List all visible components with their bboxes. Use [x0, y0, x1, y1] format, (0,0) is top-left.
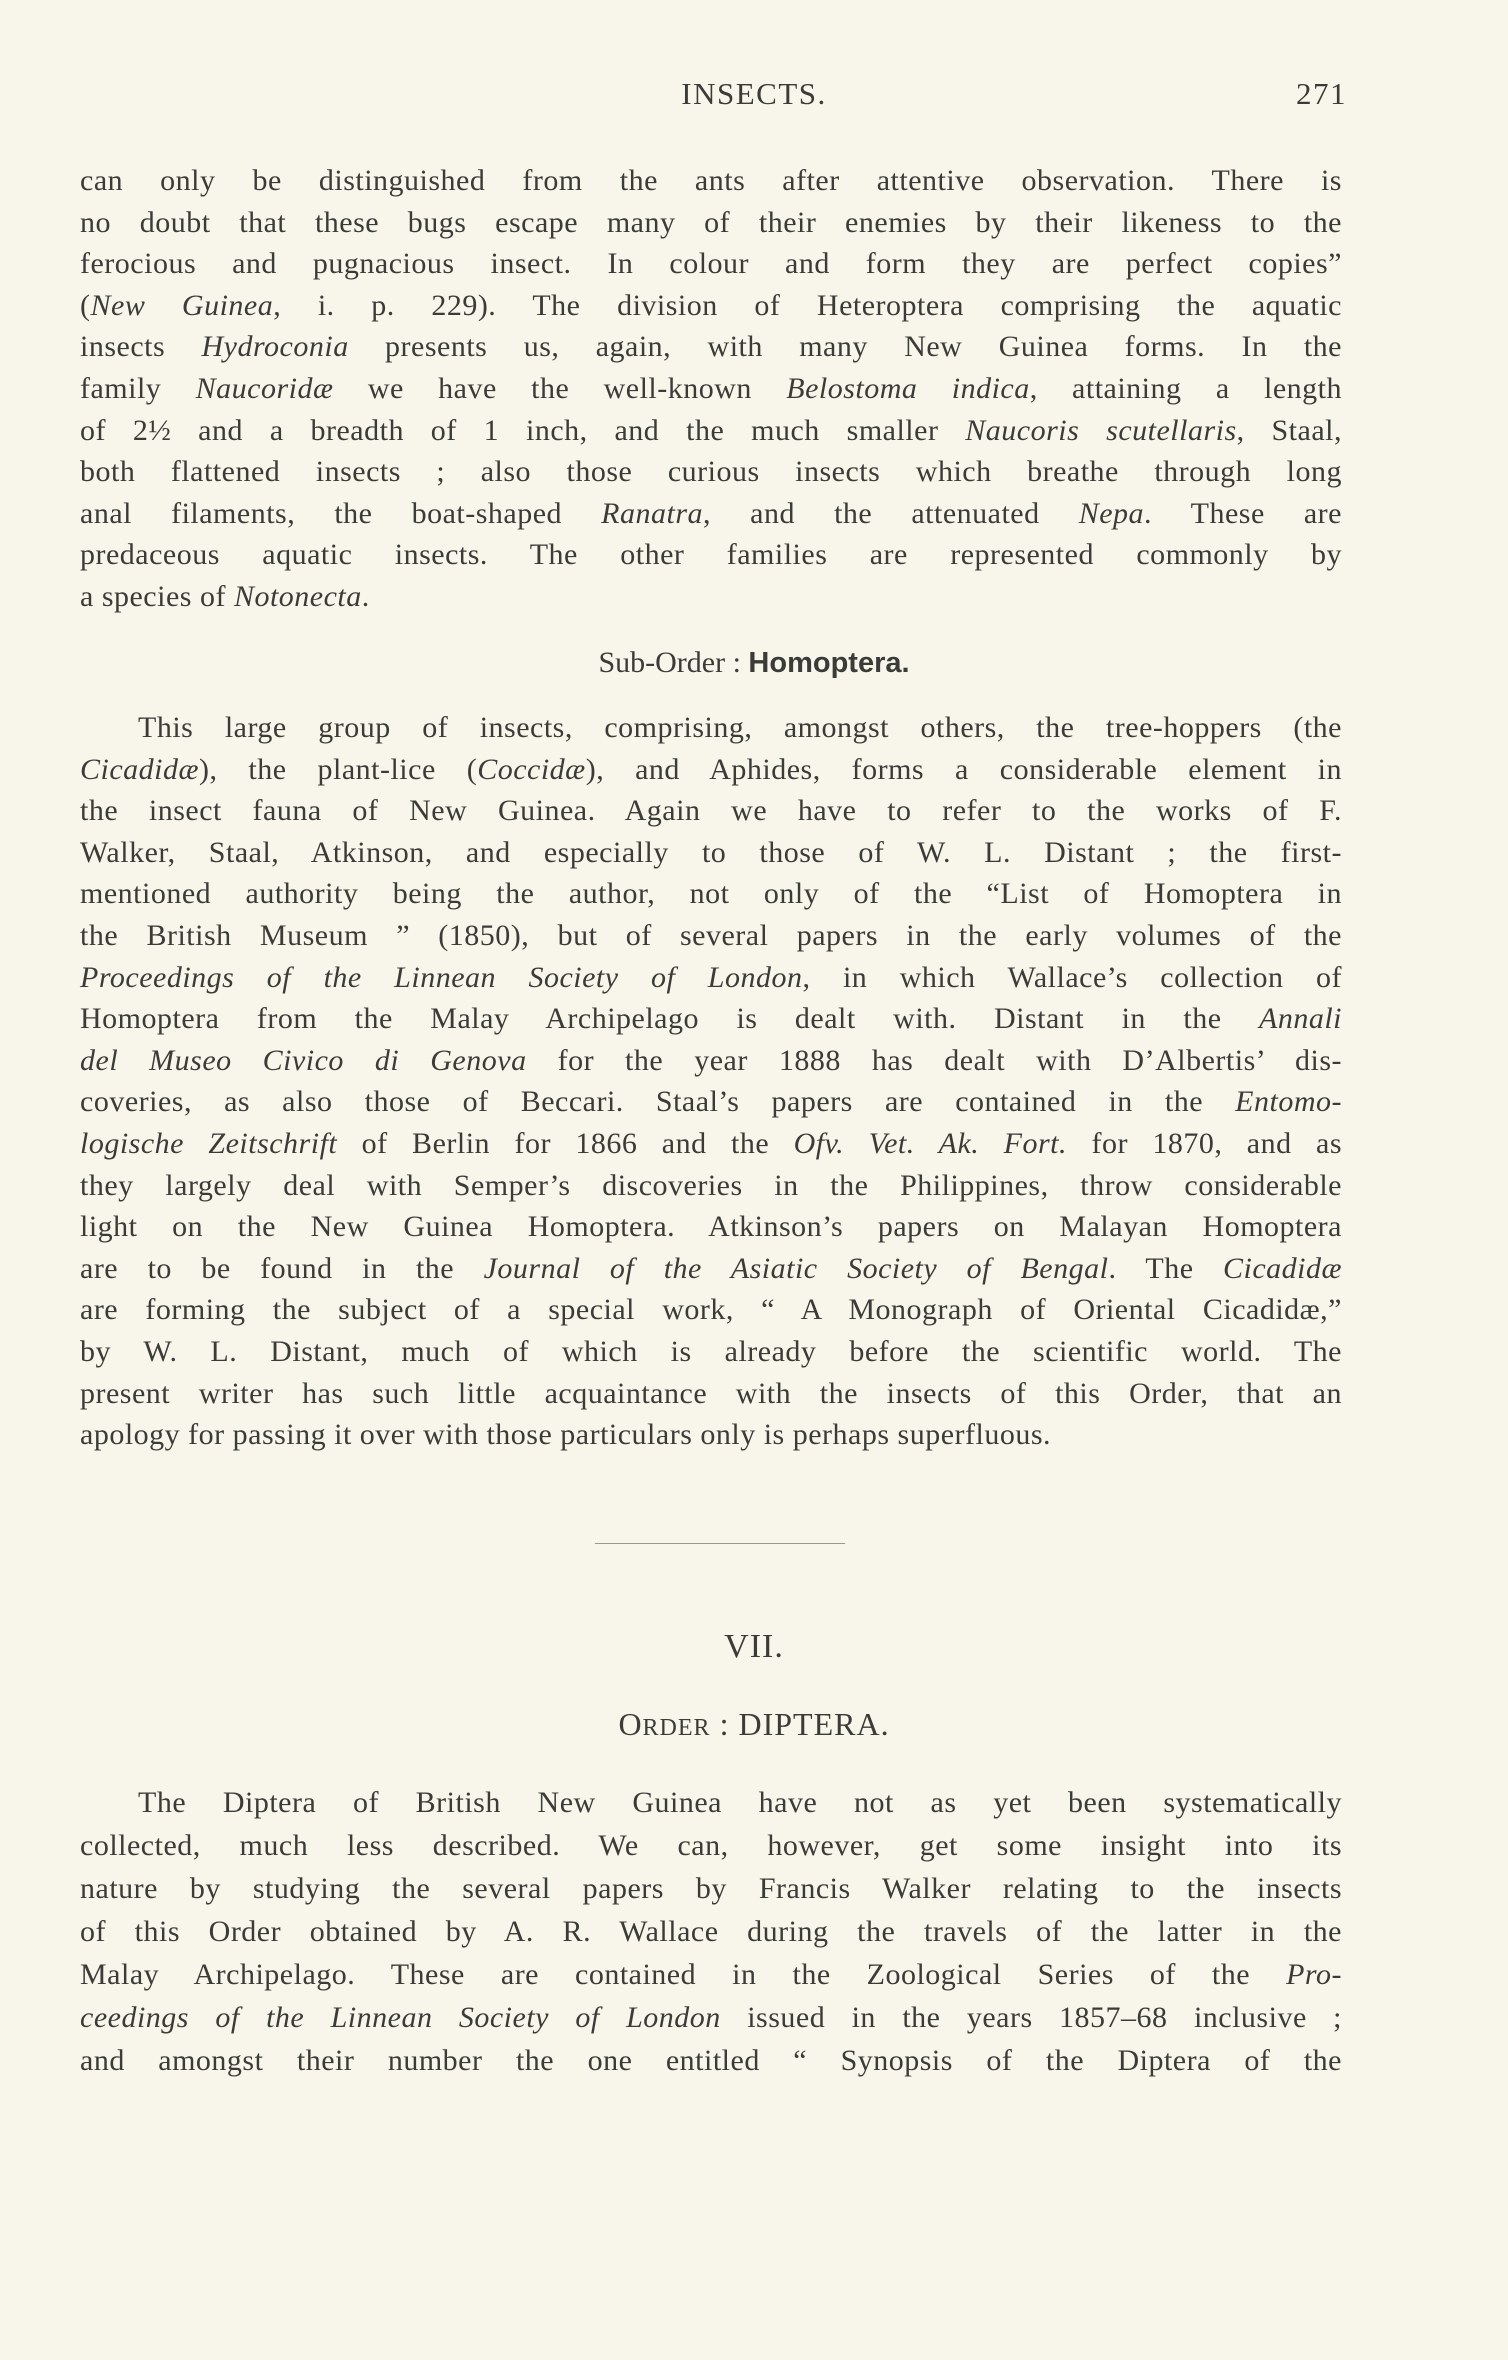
text: the insect fauna of New Guinea. Again we have to refer to the works of F.	[80, 794, 1342, 828]
text-line	[80, 918, 1342, 954]
text: of this Order obtained by A. R. Wallace during the travels of the latter in the	[80, 1915, 1342, 1948]
italic-text: New Guinea	[90, 288, 274, 322]
text: of 2½ and a breadth of 1 inch, and the much smaller	[80, 413, 966, 447]
text: , and the attenuated	[703, 496, 1079, 530]
text: we have the well-known	[333, 372, 787, 405]
text-line	[80, 835, 1342, 871]
italic-text: Notonecta	[233, 580, 362, 613]
text: , i. p. 229). The division of Heteroptera comprising the aquatic	[273, 288, 1342, 322]
text-line	[80, 1376, 1342, 1412]
text: the British Museum ” (1850), but of several papers in the early volumes of the	[80, 919, 1342, 952]
text: Malay Archipelago. These are contained in the Zoological Series of the	[80, 1958, 1287, 1991]
italic-text: Pro-	[1286, 1958, 1342, 1991]
text-line	[80, 371, 1342, 407]
text: apology for passing it over with those particulars only is perhaps superfluous.	[80, 1418, 1051, 1452]
text: ), the plant-lice (	[199, 752, 478, 786]
italic-text: Cicadidæ	[80, 752, 200, 786]
text-line	[80, 2043, 1342, 2079]
text-line	[80, 1209, 1342, 1245]
text: mentioned authority being the author, not only of the “List of Homoptera in	[80, 877, 1342, 911]
italic-text: Nepa	[1078, 496, 1145, 530]
text: Homoptera from the Malay Archipelago is dealt with. Distant in the	[80, 1002, 1259, 1036]
text-line	[80, 163, 1342, 199]
italic-text: Ofv. Vet. Ak. Fort.	[793, 1127, 1068, 1160]
text-line	[80, 537, 1342, 573]
text-line	[80, 454, 1342, 490]
text: of Berlin for 1866 and the	[337, 1127, 794, 1160]
text-line	[80, 246, 1342, 282]
text-line	[80, 752, 1342, 788]
italic-text: Hydroconia	[201, 330, 349, 364]
text: for the year 1888 has dealt with D’Albertis’ dis-	[526, 1043, 1343, 1077]
text-line	[80, 579, 1342, 615]
text: family	[80, 372, 196, 405]
order-name: DIPTERA.	[738, 1706, 890, 1742]
text: and amongst their number the one entitled “ Synopsis of the Diptera of the	[80, 2044, 1342, 2077]
italic-text: Naucoridæ	[195, 372, 334, 405]
page-number: 271	[1296, 76, 1347, 111]
italic-text: Belostoma indica	[786, 372, 1030, 405]
text: by W. L. Distant, much of which is already before the scientific world. The	[80, 1335, 1342, 1368]
italic-text: Entomo-	[1235, 1085, 1342, 1119]
section-divider	[595, 1543, 845, 1544]
text-line	[80, 1957, 1342, 1993]
section-number: VII.	[724, 1628, 784, 1665]
italic-text: Proceedings of the Linnean Society of London	[80, 960, 803, 994]
text: are forming the subject of a special work, “ A Monograph of Oriental Cicadidæ,”	[80, 1293, 1342, 1327]
text-line	[80, 1871, 1342, 1907]
text-line	[80, 1828, 1342, 1864]
italic-text: del Museo Civico di Genova	[80, 1043, 527, 1077]
text-line	[138, 1785, 1342, 1821]
text: a species of	[80, 580, 234, 613]
suborder-prefix: Sub-Order :	[598, 646, 749, 679]
order-heading	[0, 1706, 1508, 1743]
text-line	[80, 1168, 1342, 1204]
text: ferocious and pugnacious insect. In colour and form they are perfect copies”	[80, 247, 1342, 281]
text: , Staal,	[1236, 413, 1342, 447]
text: present writer has such little acquaintance with the insects of this Order, that an	[80, 1376, 1342, 1410]
text-line	[80, 288, 1342, 324]
text-line	[80, 1334, 1342, 1370]
text: both flattened insects ; also those curious insects which breathe through long	[80, 455, 1342, 489]
text: anal filaments, the boat-shaped	[80, 496, 602, 530]
text-line	[80, 793, 1342, 829]
italic-text: Cicadidæ	[1223, 1251, 1343, 1285]
text-line	[80, 1084, 1342, 1120]
text-line	[80, 960, 1342, 996]
text: they largely deal with Semper’s discoveries in the Philippines, throw considerable	[80, 1168, 1342, 1202]
text: light on the New Guinea Homoptera. Atkinson’s papers on Malayan Homoptera	[80, 1210, 1342, 1244]
text: This large group of insects, comprising, amongst others, the tree-hoppers (the	[138, 711, 1342, 744]
italic-text: ceedings of the Linnean Society of London	[80, 2001, 721, 2034]
text-line	[80, 1292, 1342, 1328]
text: for 1870, and as	[1067, 1127, 1342, 1160]
text-line	[80, 1043, 1342, 1079]
italic-text: Journal of the Asiatic Society of Bengal	[483, 1251, 1109, 1285]
text: issued in the years 1857–68 inclusive ;	[720, 2001, 1342, 2034]
suborder-heading	[0, 646, 1508, 680]
italic-text: Naucoris scutellaris	[965, 413, 1237, 447]
text-line	[80, 876, 1342, 912]
text: are to be found in the	[80, 1251, 484, 1285]
text: . The	[1108, 1251, 1223, 1285]
text: can only be distinguished from the ants after attentive observation. There is	[80, 164, 1342, 197]
text-line	[80, 329, 1342, 365]
text: nature by studying the several papers by Francis Walker relating to the insects	[80, 1872, 1342, 1905]
text-line	[80, 1001, 1342, 1037]
text: collected, much less described. We can, however, get some insight into its	[80, 1829, 1342, 1862]
italic-text: Annali	[1259, 1002, 1342, 1036]
text-line	[80, 2000, 1342, 2036]
order-label: ORDER	[618, 1706, 711, 1742]
text: , attaining a length	[1029, 372, 1342, 405]
text-line	[80, 496, 1342, 532]
italic-text: Coccidæ	[477, 752, 586, 786]
text: , in which Wallace’s collection of	[802, 960, 1342, 994]
text: (	[80, 288, 91, 322]
text-line	[80, 1417, 1342, 1453]
text: coveries, as also those of Beccari. Staal’s papers are contained in the	[80, 1085, 1236, 1119]
order-separator: :	[710, 1706, 739, 1742]
text-line	[138, 710, 1342, 746]
suborder-name: Homoptera.	[748, 647, 910, 679]
text-line	[80, 413, 1342, 449]
running-head: INSECTS.	[681, 76, 827, 111]
text: insects	[80, 330, 202, 364]
text: predaceous aquatic insects. The other families are represented commonly by	[80, 538, 1342, 572]
text-line	[80, 1914, 1342, 1950]
text-line	[80, 205, 1342, 241]
text: presents us, again, with many New Guinea forms. In the	[348, 330, 1342, 364]
text: .	[361, 580, 370, 613]
text: . These are	[1144, 496, 1342, 530]
text: The Diptera of British New Guinea have not as yet been systematically	[138, 1786, 1342, 1819]
text-line	[80, 1251, 1342, 1287]
text: ), and Aphides, forms a considerable element in	[585, 752, 1342, 786]
italic-text: Ranatra	[601, 496, 704, 530]
italic-text: logische Zeitschrift	[80, 1127, 338, 1160]
text: no doubt that these bugs escape many of their enemies by their likeness to the	[80, 205, 1342, 239]
text-line	[80, 1126, 1342, 1162]
text: Walker, Staal, Atkinson, and especially to those of W. L. Distant ; the first-	[80, 835, 1342, 869]
